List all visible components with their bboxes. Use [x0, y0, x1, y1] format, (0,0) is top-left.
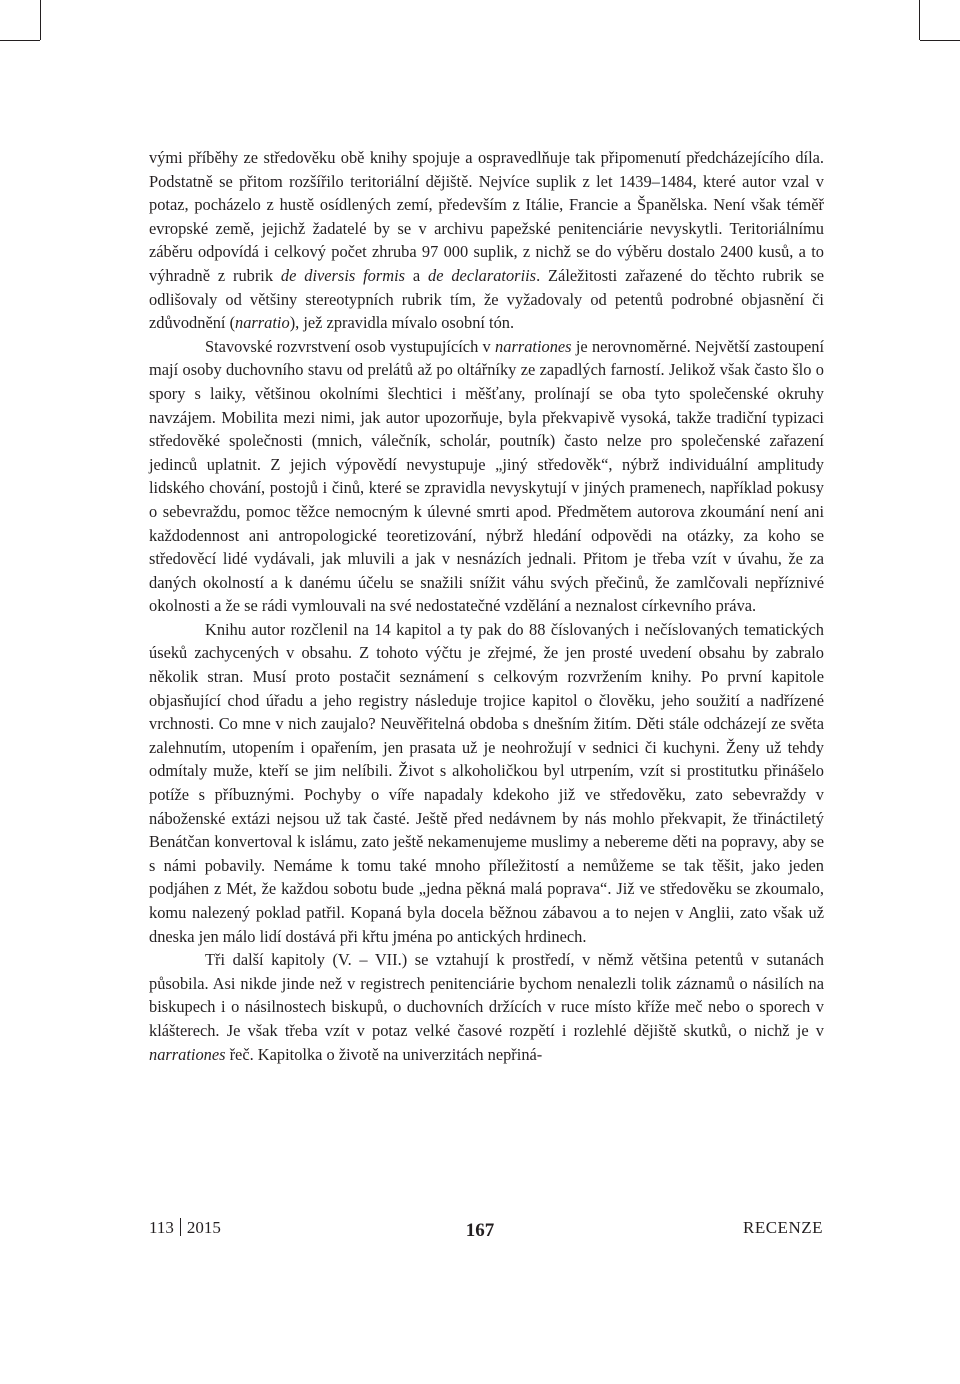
italic-term: de declaratoriis — [428, 265, 537, 285]
text-run: Stavovské rozvrstvení osob vystupujících v — [205, 336, 496, 356]
footer-year: 2015 — [186, 1218, 221, 1237]
page-number: 167 — [465, 1220, 495, 1241]
italic-term: de diversis formis — [280, 265, 406, 285]
crop-mark-top-right — [919, 0, 920, 40]
italic-term: narrationes — [495, 336, 572, 356]
text-run: Tři další kapitoly (V. – VII.) se vztahují k prostředí, v němž většina petentů v sutanách působila. Asi nikde jinde než v registrech penitenciárie bychom nenalezli tolik záznamů o násilích na biskupech i o násilnostech biskupů, o duchovních držících v ruce místo kříže meč nebo o sporech v klášterech. Je však třeba vzít v potaz velké časové rozpětí i rozlehlé dějiště skutků, o nichž je v — [149, 950, 824, 1040]
text-run: je nerovnoměrné. Největší zastoupení mají osoby duchovního stavu od prelátů až po oltářníky ze zapadlých farností. Jelikož však často šlo o spory s laiky, většinou okolními šlechtici i měšťany, prolínají se oba tyto společenské okruhy navzájem. Mobilita mezi nimi, jak autor upozorňuje, byla překvapivě vysoká, takže tradiční typizaci středověké společnosti (mnich, válečník, scholár, poutník) často nelze pro společenské zařazení jedinců uplatnit. Z jejich výpovědí nevystupuje „jiný středověk“, nýbrž individuální amplitudy lidského chování, postojů i činů, které se zpravidla nevyskytují v jiných pramenech, například pokusy o sebevraždu, pomoc těžce nemocným k úlevné smrti apod. Předmětem autorova zkoumání není ani každodennost ani antropologické teoretizování, nýbrž hledání odpovědi na otázky, za koho se středověcí lidé vydávali, jak mluvili a jak v nesnázích jednali. Přitom je třeba vzít v úvahu, že za daných okolností a k danému účelu se snažili snížit váhu svých přečinů, že zamlčovali nepříznivé okolnosti a že se rádi vymlouvali na své nedostatečné vzdělání a neznalost církevního práva. — [149, 336, 825, 616]
crop-mark-top-left — [40, 0, 41, 40]
text-run: Knihu autor rozčlenil na 14 kapitol a ty pak do 88 číslovaných i nečíslovaných tematických úseků zachycených v obsahu. Z tohoto výčtu je zřejmé, že jen prosté uvedení obsahu by zabralo několik stran. Musí proto postačit seznámení s celkovým rozvržením knihy. Po první kapitole objasňující chod úřadu a jeho registry následuje trojice kapitol o člověku, jeho soužití a nadřízené vrchnosti. Co mne v nich zaujalo? Neuvěřitelná obdoba s dnešním žitím. Děti stále odcházejí ze světa zalehnutím, utopením i opařením, jen prasata už je neohrožují v sednici či kuchyni. Ženy už tehdy odmítaly muže, kteří se jim nelíbili. Život s alkoholičkou byl utrpením, vzít si prostitutku přinášelo potíže s příbuznými. Pochyby o víře napadaly kdekoho již ve středověku, zato sebevraždy v náboženské extázi nejsou už tak časté. Ještě před nedávnem by nás mohlo překvapit, že třináctiletý Benátčan konvertoval k islámu, zato ještě nekamenujeme muslimy a nebereme děti na popravy, aby se s námi pobavily. Nemáme k tomu také mnoho příležitostí a nemůžeme se tak těšit, jako jeden podjáhen z Mét, že každou sobotu bude „jedna pěkná malá poprava“. Již ve středověku se zkoumalo, komu nalezený poklad patřil. Kopaná byla docela běžnou zábavou a to nejen v Anglii, zato však už dneska jen málo lidí dostává při křtu jména po antických hrdinech. — [149, 619, 824, 946]
paragraph — [149, 618, 824, 948]
text-run: a — [405, 265, 429, 285]
crop-mark-left-top — [0, 40, 40, 41]
article-body — [149, 146, 824, 1066]
text-run: vými příběhy ze středověku obě knihy spojuje a ospravedlňuje tak připomenutí předcházejícího díla. Podstatně se přitom rozšířilo teritoriální dějiště. Nejvíce suplik z let 1439–1484, které autor vzal v potaz, pocházelo z hustě osídlených zemí, především z Itálie, Francie a Španělska. Není však téměř evropské země, jejichž žadatelé by se v archivu papežské penitenciárie nevyskytli. Teritoriálnímu záběru odpovídá i celkový počet zhruba 97 000 suplik, z nichž se do výběru dostalo 2400 kusů, a to výhradně z rubrik — [149, 148, 824, 285]
section-label: RECENZE — [743, 1218, 823, 1237]
text-run: řeč. Kapitolka o životě na univerzitách nepřiná- — [225, 1044, 543, 1064]
text-run: . Záležitosti zařazené do těchto rubrik se odlišovaly od většiny stereotypních rubrik tím, že vyžadovaly od petentů podrobné objasnění či zdůvodnění ( — [149, 265, 824, 333]
paragraph — [149, 146, 824, 335]
italic-term: narratio — [235, 313, 290, 333]
crop-mark-right-top — [920, 40, 960, 41]
footer-issue: 113 — [149, 1218, 174, 1237]
paragraph — [149, 335, 824, 618]
text-run: ), jež zpravidla mívalo osobní tón. — [289, 313, 515, 333]
paragraph — [149, 948, 824, 1066]
italic-term: narrationes — [149, 1044, 226, 1064]
